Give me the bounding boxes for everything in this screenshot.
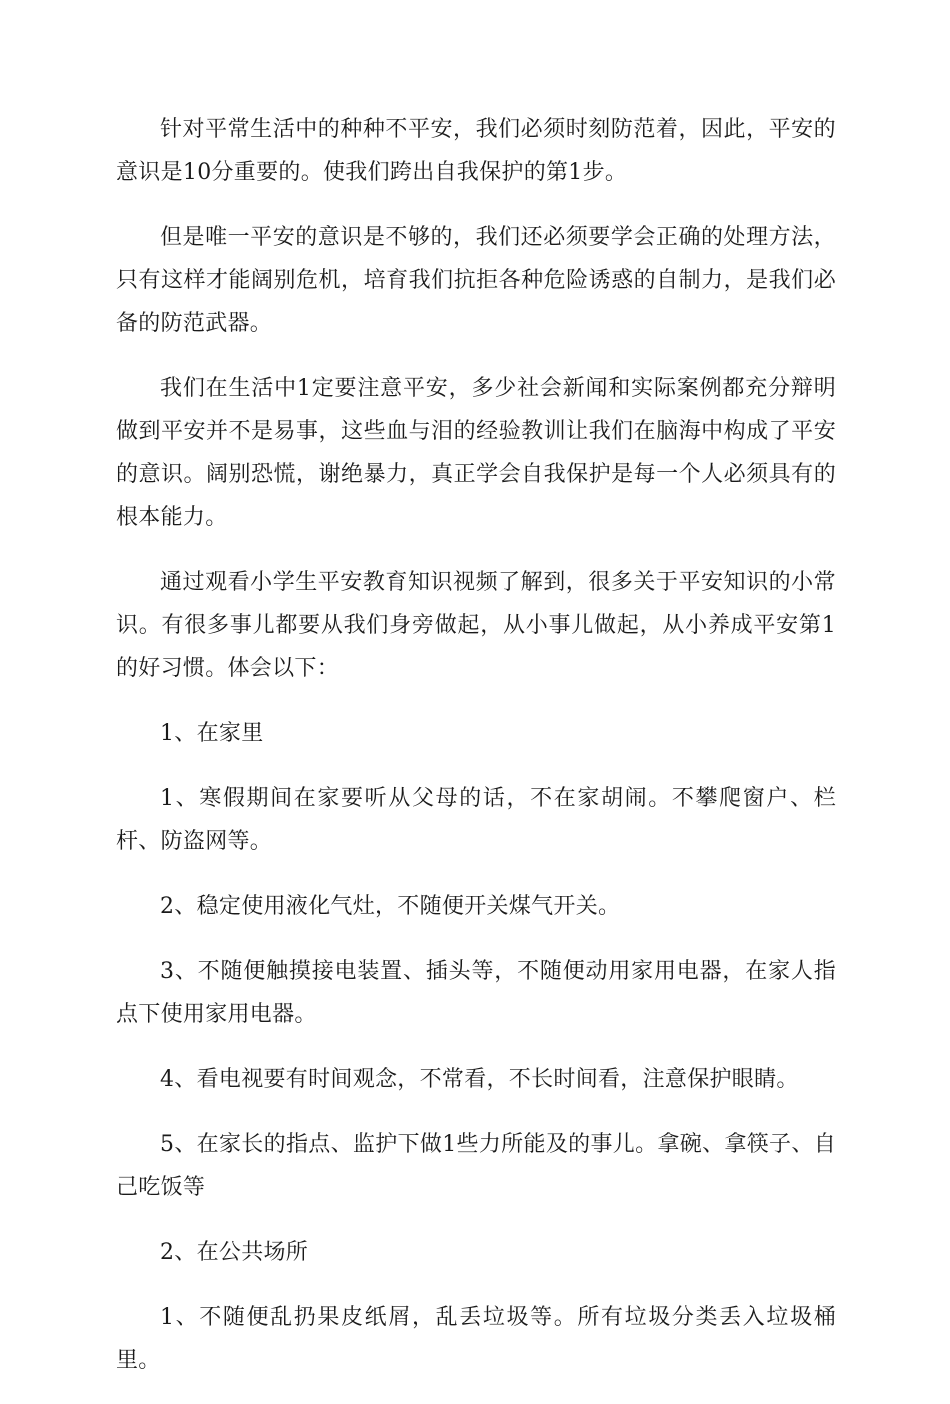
document-page [116, 108, 836, 1404]
list-item-home-4: 4、看电视要有时间观念，不常看，不长时间看，注意保护眼睛。 [160, 1067, 799, 1092]
list-item-home-3: 3、不随便触摸接电装置、插头等，不随便动用家用电器，在家人指点下使用家用电器。 [116, 959, 836, 1027]
paragraph-intro: 针对平常生活中的种种不平安，我们必须时刻防范着，因此，平安的意识是10分重要的。使我们跨出自我保护的第1步。 [116, 117, 836, 185]
list-item-home-2: 2、稳定使用液化气灶，不随便开关煤气开关。 [160, 894, 621, 919]
list-item-public-1: 1、不随便乱扔果皮纸屑，乱丢垃圾等。所有垃圾分类丢入垃圾桶里。 [116, 1305, 836, 1373]
paragraph-method: 但是唯一平安的意识是不够的，我们还必须要学会正确的处理方法，只有这样才能阔别危机，培育我们抗拒各种危险诱惑的自制力，是我们必备的防范武器。 [116, 225, 836, 336]
paragraph-awareness: 我们在生活中1定要注意平安，多少社会新闻和实际案例都充分辩明做到平安并不是易事，这些血与泪的经验教训让我们在脑海中构成了平安的意识。阔别恐慌，谢绝暴力，真正学会自我保护是每一个人必须具有的根本能力。 [116, 376, 836, 530]
list-item-home-5: 5、在家长的指点、监护下做1些力所能及的事儿。拿碗、拿筷子、自己吃饭等 [116, 1132, 836, 1200]
list-item-home-1: 1、寒假期间在家要听从父母的话，不在家胡闹。不攀爬窗户、栏杆、防盗网等。 [116, 786, 836, 854]
section-heading-public: 2、在公共场所 [160, 1240, 309, 1265]
paragraph-video: 通过观看小学生平安教育知识视频了解到，很多关于平安知识的小常识。有很多事儿都要从我们身旁做起，从小事儿做起，从小养成平安第1的好习惯。体会以下： [116, 570, 836, 681]
section-heading-home: 1、在家里 [160, 721, 264, 746]
